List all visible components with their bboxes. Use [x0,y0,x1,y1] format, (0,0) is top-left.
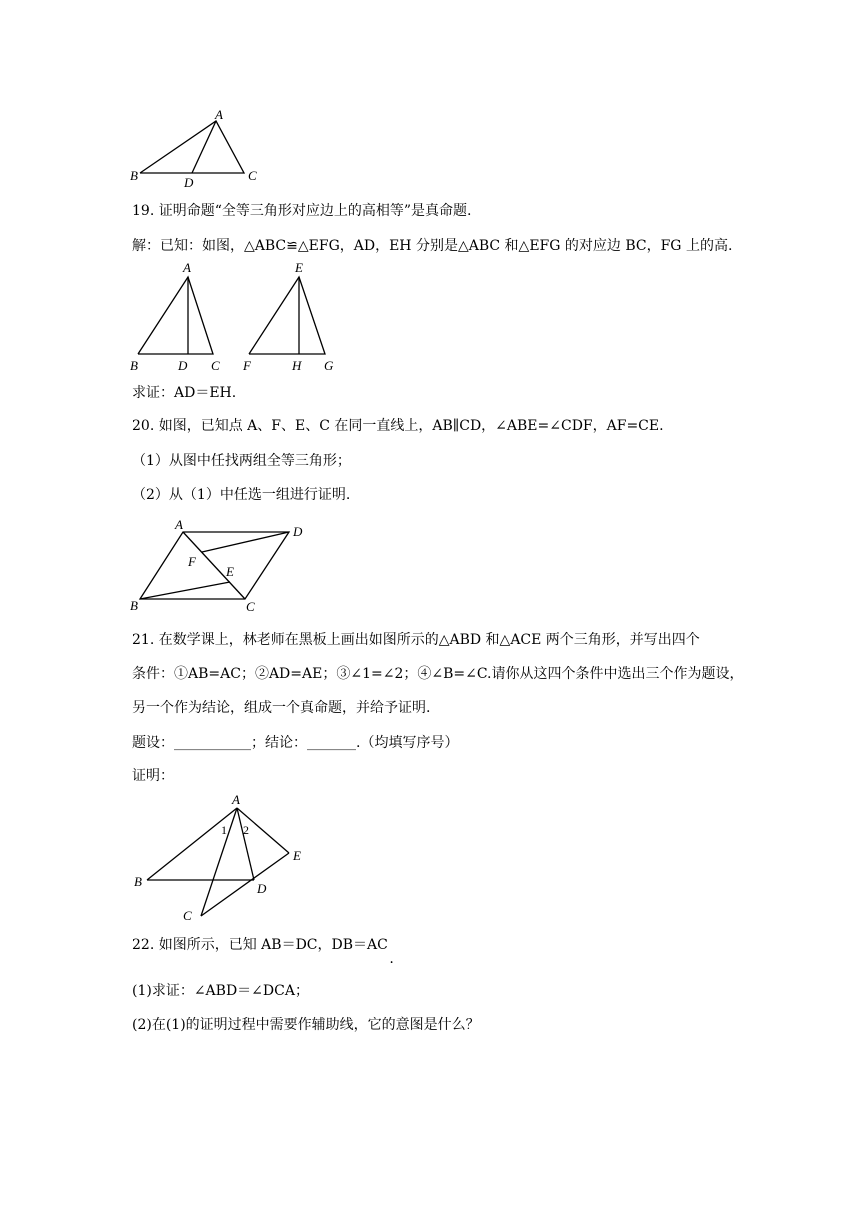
label-g: G [324,358,334,373]
q22-title-text: 22. 如图所示，已知 AB＝DC，DB＝AC [132,937,388,953]
label-b: B [130,358,138,373]
label-f: F [188,554,196,569]
q21-line3: 另一个作为结论，组成一个真命题，并给予证明. [132,700,431,716]
q19-title: 19. 证明命题“全等三角形对应边上的高相等”是真命题. [132,203,472,219]
triangle-abc [140,121,244,173]
figure-q20 [0,510,860,620]
label-angle-2: 2 [243,823,249,837]
q20-part1: （1）从图中任找两组全等三角形； [132,453,351,469]
label-b: B [130,168,138,183]
q22-part1: (1)求证：∠ABD＝∠DCA； [132,983,309,999]
triangle-efg-with-altitude [249,277,325,354]
label-e: E [293,848,301,863]
q22-title [132,935,394,967]
label-a: A [232,792,240,807]
q19-given: 解：已知：如图，△ABC≌△EFG，AD，EH 分别是△ABC 和△EFG 的对应边 BC，FG 上的高. [132,238,733,254]
label-c: C [211,358,220,373]
label-d: D [293,524,303,539]
label-a: A [215,107,223,122]
figure-q19 [0,250,860,380]
triangle-abc-with-altitude [138,277,213,354]
q21-line2: 条件：①AB=AC；②AD=AE；③∠1=∠2；④∠B=∠C.请你从这四个条件中选出三个作为题设， [132,666,744,682]
q22-stray-mark: . [389,951,394,967]
label-a: A [183,260,191,275]
figure-q18 [0,0,860,200]
label-h: H [292,358,302,373]
q22-part2: (2)在(1)的证明过程中需要作辅助线，它的意图是什么？ [132,1017,480,1033]
q21-proof-label: 证明： [132,768,174,784]
q19-prove: 求证：AD＝EH. [132,385,237,401]
label-f: F [243,358,251,373]
q20-title: 20. 如图，已知点 A、F、E、C 在同一直线上，AB∥CD，∠ABE=∠CDF，AF=CE. [132,418,664,434]
q21-blanks: 题设：___________；结论：_______.（均填写序号） [132,735,459,751]
triangle-abd [147,808,254,880]
label-angle-1: 1 [221,823,227,837]
q20-part2: （2）从（1）中任选一组进行证明. [132,487,351,503]
label-c: C [248,168,257,183]
label-b: B [134,874,142,889]
label-b: B [130,598,138,613]
label-e: E [226,564,234,579]
segment-df [202,532,289,552]
label-d: D [257,881,267,896]
figure-q21 [0,790,860,930]
label-a: A [175,517,183,532]
label-c: C [246,599,255,614]
label-d: D [184,175,194,190]
label-d: D [178,358,188,373]
segment-be [140,582,230,599]
label-e: E [295,260,303,275]
q21-line1: 21. 在数学课上，林老师在黑板上画出如图所示的△ABD 和△ACE 两个三角形，并写出四个 [132,632,700,648]
label-c: C [183,908,192,923]
